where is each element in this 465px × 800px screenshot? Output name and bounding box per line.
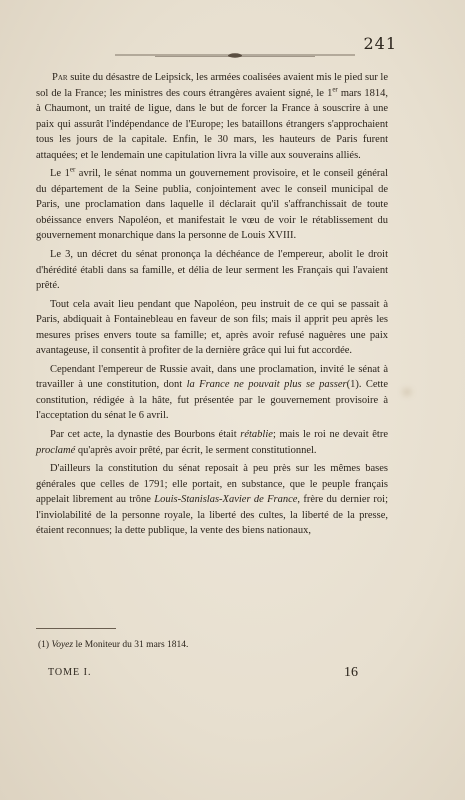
- sheet-number: 16: [344, 665, 358, 680]
- paragraph: [36, 70, 388, 163]
- paragraph: Tout cela avait lieu pendant que Napoléon, peu instruit de ce qui se passait à Paris, abdiquait à Fontainebleau en faveur de son fils; mais il apprit peu après les mesures prises envers toute sa famille; et, après avoir refusé naguères une paix avantageuse, il consentit à profiter de la dernière grâce qui lui fut accordée.: [36, 298, 388, 357]
- italic-quote: la France ne pouvait plus se passer: [186, 379, 347, 391]
- paragraph: Le 1er avril, le sénat nomma un gouvernement provisoire, et le conseil général du département de la Seine publia, conjointement avec le conseil municipal de Paris, une proclamation dans laquelle il déclarait qu'il s'affranchissait de toute obéissance envers Napoléon, et manifestait le vœu de voir le rétablissement du gouvernement monarchique dans la personne de Louis XVIII.: [36, 165, 388, 242]
- ordinal-suffix: er: [69, 165, 76, 174]
- paragraph-text: D'ailleurs la constitution du sénat reposait à peu près sur les mêmes bases générales que celles de 1791; elle portait, en substance, que le peuple français appelait librement au trône: [36, 463, 388, 506]
- tome-label: TOME I.: [48, 667, 92, 678]
- footnote-text: le Moniteur du 31 mars 1814.: [73, 640, 189, 650]
- page-number: 241: [363, 34, 397, 53]
- paragraph: Le 3, un décret du sénat prononça la déchéance de l'empereur, abolit le droit d'hérédité établi dans sa famille, et délia de leur serment les Français qui l'avaient prêté.: [36, 249, 388, 292]
- lead-word: Par: [52, 72, 68, 83]
- italic-name: Louis-Stanislas-Xavier de France: [154, 494, 298, 506]
- ordinal-suffix: er: [332, 85, 338, 94]
- paragraph: [36, 362, 388, 424]
- paragraph-text: , frère du dernier roi; l'inviolabilité de la personne royale, la liberté des cultes, la liberté de la presse, étaient reconnues; la dette publique, la vente des biens nationaux,: [36, 494, 388, 537]
- header-ornament-rule: [115, 51, 355, 59]
- paper-stain: [402, 388, 412, 396]
- paragraph: [36, 461, 388, 539]
- paragraph-text: qu'après avoir prêté, par écrit, le serment constitutionnel.: [75, 444, 317, 456]
- paragraph-text: (1). Cette constitution, rédigée à la hâte, fut présentée par le gouvernement provisoire à l'acceptation du sénat le 6 avril.: [36, 379, 389, 422]
- footnote-rule: [36, 628, 116, 629]
- paragraph-text: ; mais le roi ne devait être: [272, 429, 388, 441]
- paragraph-text: Cependant l'empereur de Russie avait, dans une proclamation, invité le sénat à travailler à une constitution, dont: [36, 363, 388, 391]
- paragraph: [36, 427, 388, 458]
- paragraph-text: suite du désastre de Leipsick, les armées coalisées avaient mis le pied sur le sol de la France; les ministres des cours étrangères avaient signé, le 1er mars 1814, à Chaumont, un traité de ligue, dans le but de forcer la France à souscrire à une paix qui assurât l'indépendance de l'Europe; les bataillons étrangers s'approchaient tous les jours de la capitale. Enfin, le 30 mars, les hauteurs de Paris furent attaquées; et le lendemain une capitulation livra la ville aux souverains alliés.: [36, 72, 389, 161]
- italic-word: proclamé: [36, 444, 76, 456]
- footnote-italic: Voyez: [51, 640, 74, 650]
- paragraph-text: Par cet acte, la dynastie des Bourbons était: [50, 429, 241, 441]
- footnote: [38, 640, 388, 650]
- body-text: [36, 70, 388, 542]
- italic-word: rétablie: [240, 429, 273, 441]
- footnote-marker: (1): [38, 640, 52, 650]
